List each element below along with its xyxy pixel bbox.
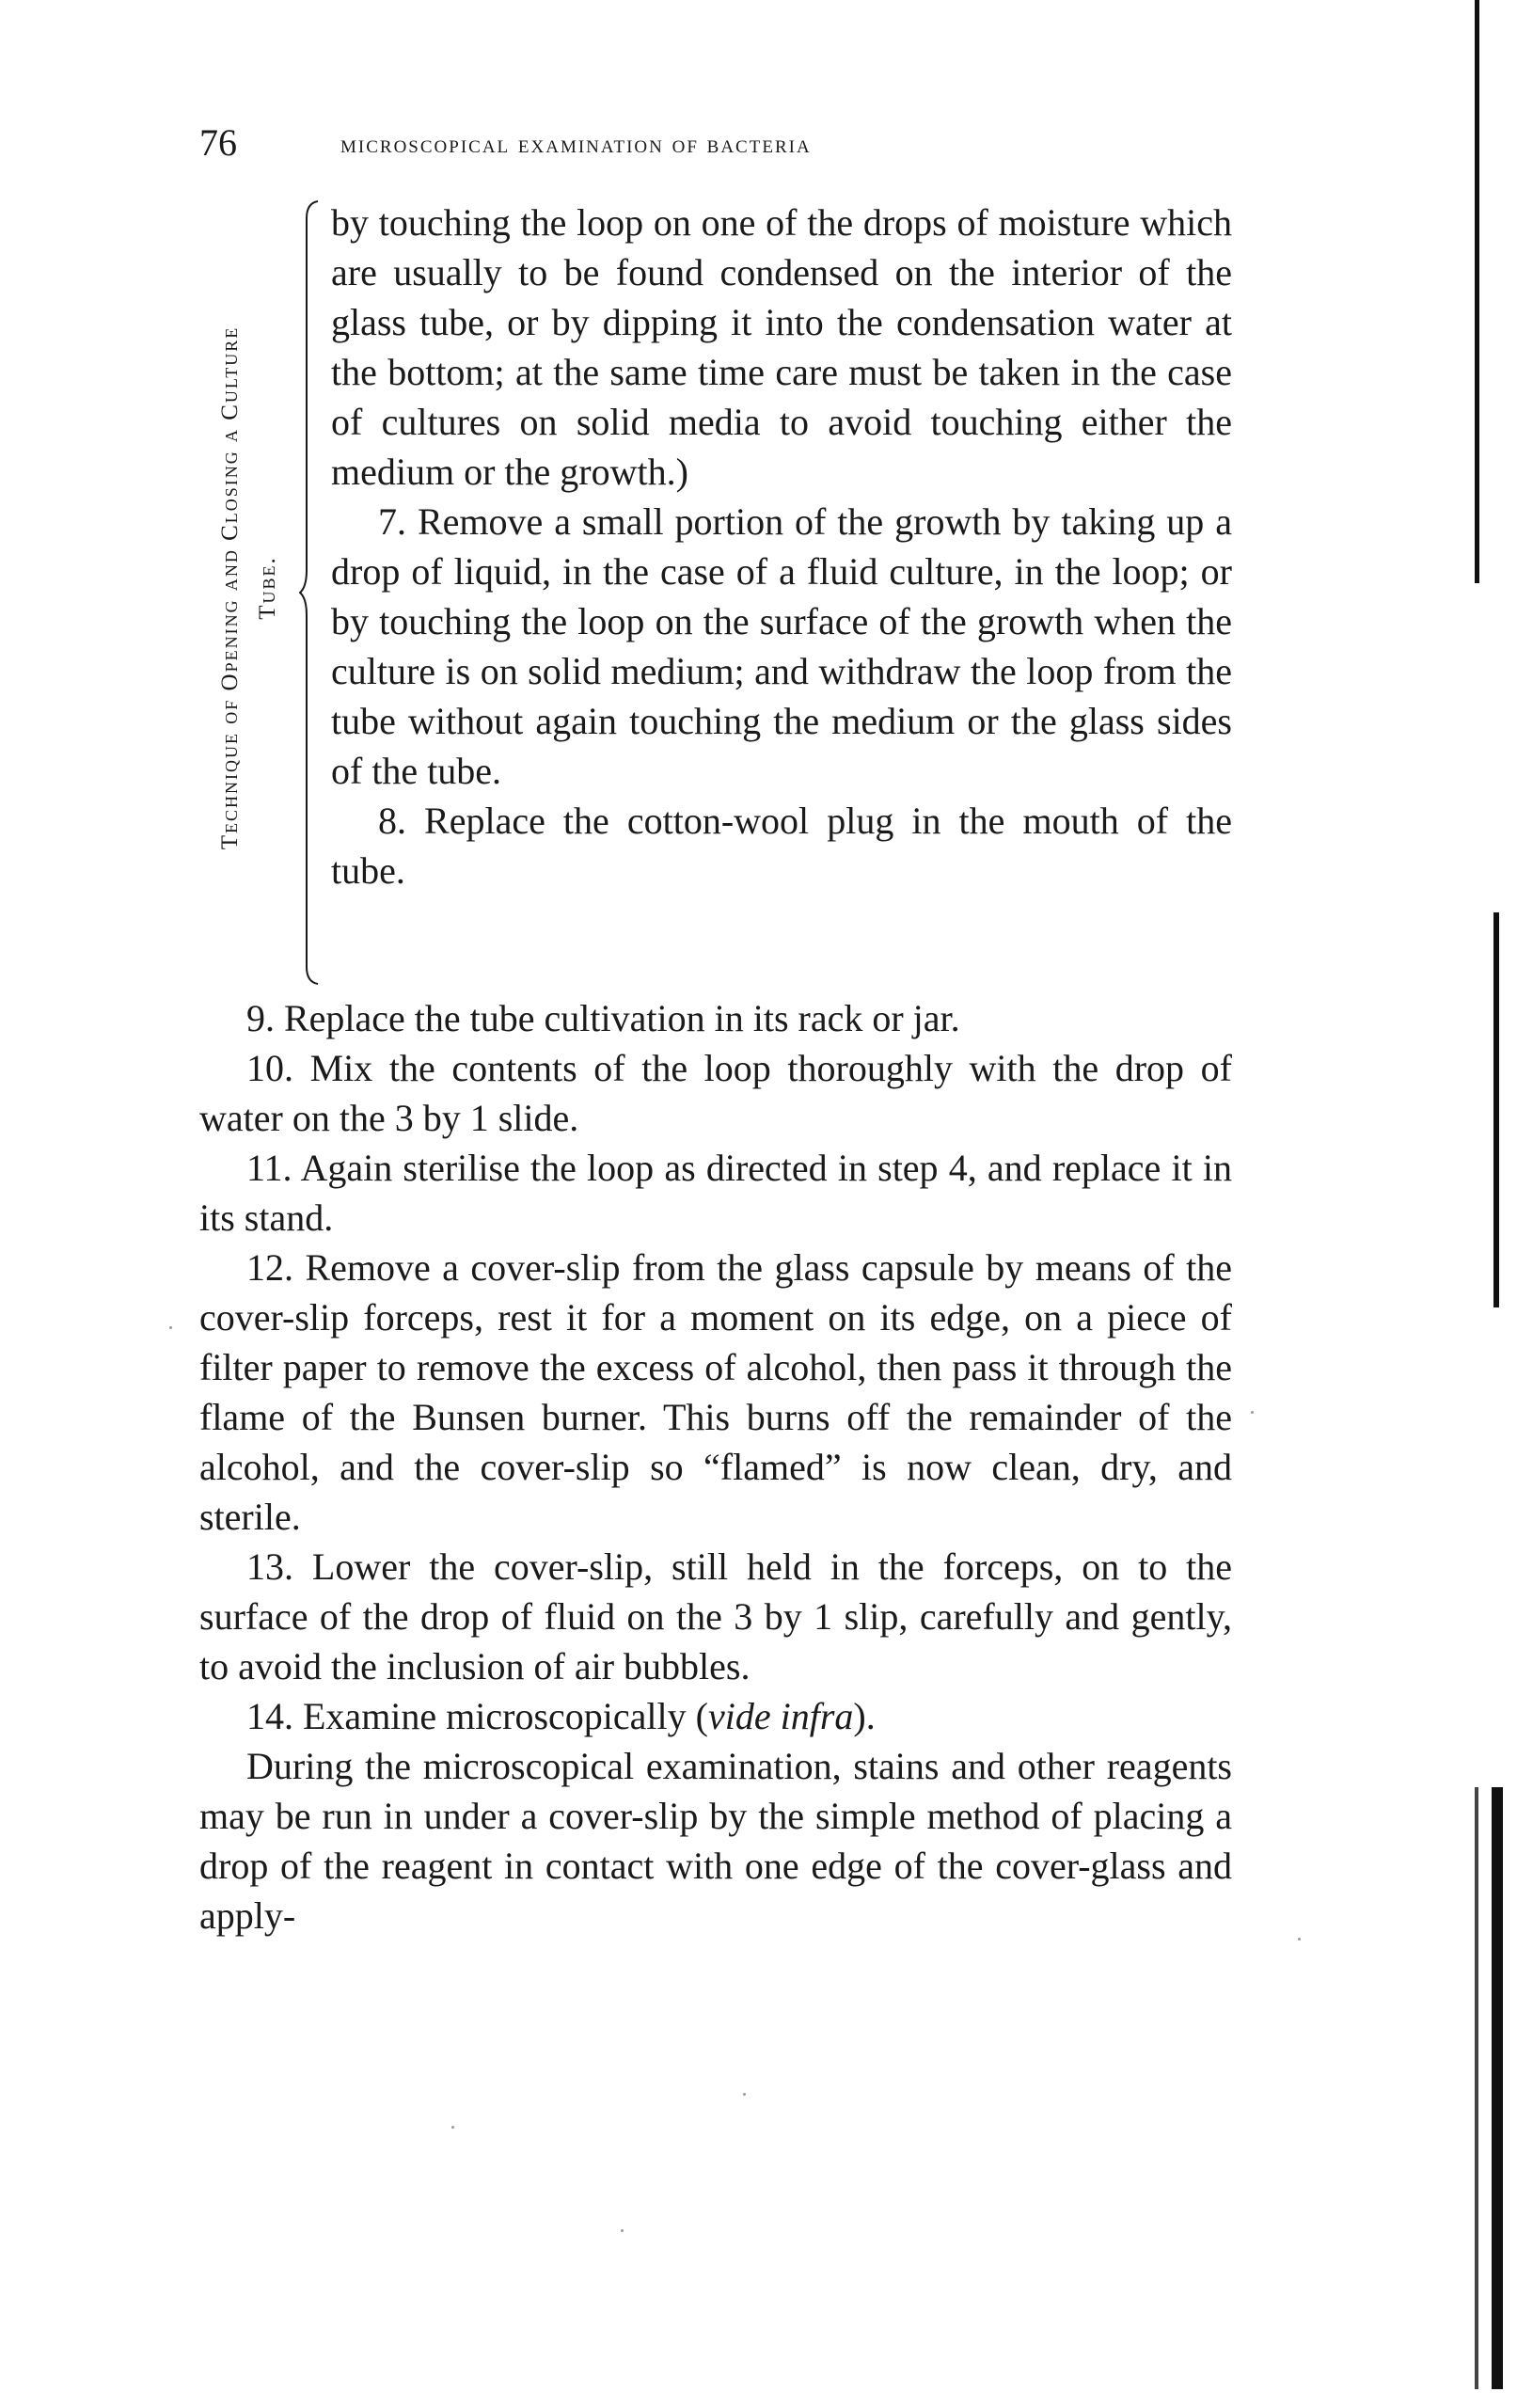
paragraph-step-13: 13. Lower the cover-slip, still held in the forceps, on to the surface of the drop of fluid on the 3 by 1 slip, carefully and gently, to avoid the inclusion of air bubbles. bbox=[199, 1545, 1232, 1687]
step-14-suffix: ). bbox=[853, 1695, 876, 1737]
paragraph-final: During the microscopical examination, stains and other reagents may be run in under a cover-slip by the simple method of placing a drop of the reagent in contact with one edge of the cover-glass and apply- bbox=[199, 1745, 1232, 1937]
scan-edge-line-middle bbox=[1493, 912, 1499, 1307]
main-text-block bbox=[199, 993, 1232, 1941]
side-heading bbox=[212, 188, 296, 988]
paragraph-step-9: 9. Replace the tube cultivation in its rack or jar. bbox=[246, 997, 960, 1039]
page-number: 76 bbox=[199, 121, 237, 164]
speck bbox=[169, 1326, 172, 1329]
curly-brace bbox=[299, 199, 320, 986]
paragraph-step-10: 10. Mix the contents of the loop thoroughly with the drop of water on the 3 by 1 slide. bbox=[199, 1047, 1232, 1139]
speck bbox=[451, 2126, 454, 2129]
speck bbox=[743, 2093, 746, 2096]
paragraph-step-8: 8. Replace the cotton-wool plug in the mouth of the tube. bbox=[331, 800, 1232, 892]
paragraph-step-7: 7. Remove a small portion of the growth by taking up a drop of liquid, in the case of a fluid culture, in the loop; or by touching the loop on the surface of the growth when the culture is on solid medium; and withdraw the loop from the tube without again touching the medium or the glass sides of the tube. bbox=[331, 500, 1232, 792]
step-14-italic: vide infra bbox=[707, 1695, 854, 1737]
side-heading-line-1: Technique of Opening and Closing a Culture bbox=[217, 325, 243, 850]
paragraph-step-12: 12. Remove a cover-slip from the glass capsule by means of the cover-slip forceps, rest it for a moment on its edge, on a piece of filter paper to remove the excess of alcohol, then pass it through the flame of the Bunsen burner. This burns off the remainder of the alcohol, and the cover-slip so “flamed” is now clean, dry, and sterile. bbox=[199, 1246, 1232, 1538]
scan-edge-line-bottom-inner bbox=[1475, 1787, 1478, 2389]
running-title: microscopical examination of bacteria bbox=[340, 130, 812, 158]
step-14-prefix: 14. Examine microscopically ( bbox=[246, 1695, 708, 1737]
indented-text-block bbox=[331, 198, 1232, 895]
speck bbox=[1298, 1938, 1301, 1941]
paragraph-step-14 bbox=[199, 1691, 1232, 1741]
paragraph-continued: by touching the loop on one of the drops of moisture which are usually to be found condensed on the interior of the glass tube, or by dipping it into the condensation water at the bottom; at the same time care must be taken in the case of cultures on solid media to avoid touching either the medium or the growth.) bbox=[331, 201, 1232, 493]
speck bbox=[1251, 1411, 1254, 1414]
paragraph-step-11: 11. Again sterilise the loop as directed in step 4, and replace it in its stand. bbox=[199, 1147, 1232, 1239]
scan-edge-line-top bbox=[1475, 0, 1479, 583]
speck bbox=[621, 2229, 624, 2232]
side-heading-line-2: Tube. bbox=[255, 556, 280, 620]
scan-edge-line-bottom bbox=[1492, 1787, 1503, 2389]
running-header bbox=[199, 120, 1243, 167]
